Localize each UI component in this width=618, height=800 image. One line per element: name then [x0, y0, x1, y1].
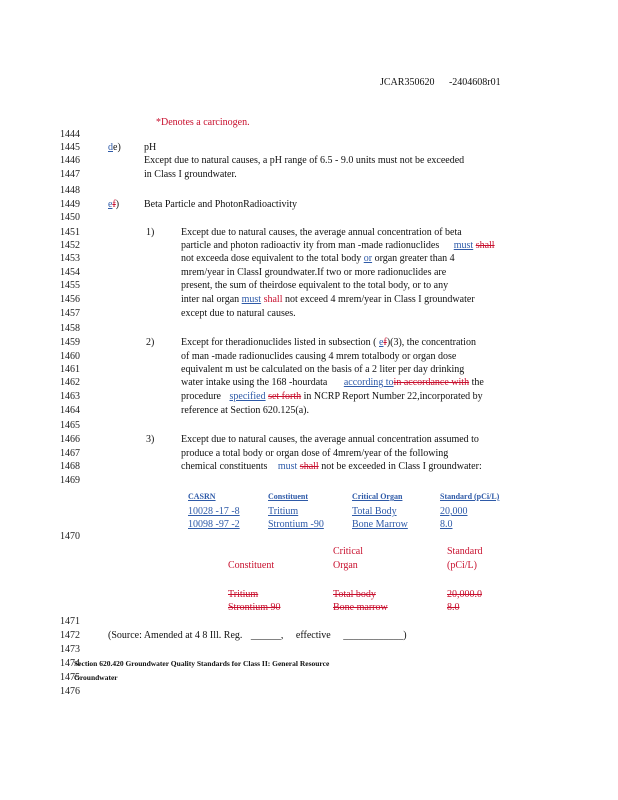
line-number: 1469: [60, 475, 80, 486]
line-number: 1476: [60, 686, 80, 697]
inserted-text: must: [241, 294, 262, 305]
inserted-text: e: [108, 199, 113, 210]
table-cell: Total Body: [352, 506, 397, 517]
item-3-text: Except due to natural causes, the average annual concentration assumed to: [181, 434, 479, 445]
line-number: 1459: [60, 337, 80, 348]
inserted-text: e: [379, 337, 384, 348]
source-note: (Source: Amended at 4 8 Ill. Reg. ______, effective ____________): [108, 630, 407, 641]
table-cell: Strontium 90: [228, 602, 281, 613]
table-header: Critical Organ: [352, 492, 403, 501]
inserted-text: or: [363, 253, 373, 264]
item-3-text: chemical constituents must shall not be exceeded in Class I groundwater:: [181, 461, 482, 472]
item-1-text: except due to natural causes.: [181, 308, 296, 319]
inserted-text: must: [277, 461, 298, 472]
table-cell: Bone Marrow: [352, 519, 408, 530]
item-2-text: equivalent m ust be calculated on the basis of a 2 liter per day drinking: [181, 364, 465, 375]
table-header: (pCi/L): [447, 560, 477, 571]
table-cell: Tritium: [228, 589, 259, 600]
deleted-text: set forth: [268, 391, 302, 402]
line-number: 1461: [60, 364, 80, 375]
section-e-title: Beta Particle and PhotonRadioactivity: [144, 199, 298, 210]
table-header: Standard (pCi/L): [440, 492, 500, 501]
line-number: 1445: [60, 142, 80, 153]
deleted-text: shall: [263, 294, 283, 305]
inserted-text: according to: [343, 377, 394, 388]
inserted-text: must: [453, 240, 474, 251]
inserted-text: specified: [229, 391, 266, 402]
table-cell: 10028 -17 -8: [188, 506, 240, 517]
item-1-number: 1): [146, 227, 155, 238]
deleted-text: shall: [475, 240, 495, 251]
item-3-text: produce a total body or organ dose of 4mrem/year of the following: [181, 448, 449, 459]
line-number: 1463: [60, 391, 80, 402]
line-number: 1447: [60, 169, 80, 180]
line-number: 1462: [60, 377, 80, 388]
item-2-text: procedure specified set forth in NCRP Report Number 22,incorporated by: [181, 391, 483, 402]
line-number: 1456: [60, 294, 80, 305]
line-number: 1465: [60, 420, 80, 431]
section-d-text: Except due to natural causes, a pH range of 6.5 - 9.0 units must not be exceeded: [144, 155, 465, 166]
item-1-text: present, the sum of theirdose equivalent to the total body, or to any: [181, 280, 449, 291]
line-number: 1450: [60, 212, 80, 223]
line-number: 1472: [60, 630, 80, 641]
doc-code: JCAR350620: [380, 77, 435, 88]
table-header: Constituent: [228, 560, 275, 571]
line-number: 1473: [60, 644, 80, 655]
section-d-title: pH: [144, 142, 157, 153]
line-number: 1451: [60, 227, 80, 238]
table-cell: 8.0: [440, 519, 453, 530]
deleted-text: shall: [299, 461, 319, 472]
line-number: 1452: [60, 240, 80, 251]
line-number: 1455: [60, 280, 80, 291]
table-cell: Tritium: [268, 506, 299, 517]
section-d-label: de): [108, 142, 121, 153]
line-number: 1446: [60, 155, 80, 166]
line-number: 1471: [60, 616, 80, 627]
line-number: 1449: [60, 199, 80, 210]
line-number: 1460: [60, 351, 80, 362]
item-1-text: not exceeda dose equivalent to the total body or organ greater than 4: [181, 253, 455, 264]
table-header: Critical: [333, 546, 363, 557]
deleted-text: f: [112, 199, 116, 210]
item-2-text: of man -made radionuclides causing 4 mrem totalbody or organ dose: [181, 351, 457, 362]
line-number: 1466: [60, 434, 80, 445]
section-d-text: in Class I groundwater.: [144, 169, 237, 180]
item-3-number: 3): [146, 434, 155, 445]
line-number: 1475: [60, 672, 80, 683]
line-number: 1468: [60, 461, 80, 472]
item-2-text: water intake using the 168 -hourdata according toin accordance with the: [181, 377, 484, 388]
document-id: [380, 78, 501, 88]
item-1-text: particle and photon radioactiv ity from man -made radionuclides must shall: [181, 240, 495, 251]
line-number: 1448: [60, 185, 80, 196]
table-header: Standard: [447, 546, 483, 557]
item-1-text: inter nal organ must shall not exceed 4 mrem/year in Class I groundwater: [181, 294, 475, 305]
table-header: Constituent: [268, 492, 309, 501]
line-number: 1444: [60, 129, 80, 140]
section-heading: Section 620.420 Groundwater Quality Standards for Class II: General Resource: [74, 659, 330, 668]
item-1-text: Except due to natural causes, the average annual concentration of beta: [181, 227, 462, 238]
line-number: 1458: [60, 323, 80, 334]
table-cell: 8.0: [447, 602, 460, 613]
table-cell: 10098 -97 -2: [188, 519, 240, 530]
deleted-text: f: [383, 337, 387, 348]
table-cell: Strontium -90: [268, 519, 324, 530]
table-header: Organ: [333, 560, 358, 571]
inserted-text: d: [108, 142, 113, 153]
table-cell: Total body: [333, 589, 376, 600]
section-heading-cont: Groundwater: [74, 673, 118, 682]
item-1-text: mrem/year in ClassI groundwater.If two or more radionuclides are: [181, 267, 447, 278]
line-number: 1470: [60, 531, 80, 542]
table-cell: 20,000.0: [447, 589, 482, 600]
table-cell: Bone marrow: [333, 602, 388, 613]
line-number: 1457: [60, 308, 80, 319]
deleted-text: in accordance with: [393, 377, 470, 388]
line-number: 1464: [60, 405, 80, 416]
table-header: CASRN: [188, 492, 216, 501]
line-number: 1454: [60, 267, 80, 278]
line-number: 1453: [60, 253, 80, 264]
table-cell: 20,000: [440, 506, 468, 517]
line-number: 1467: [60, 448, 80, 459]
item-2-number: 2): [146, 337, 155, 348]
item-2-text: Except for theradionuclides listed in subsection ( ef)(3), the concentration: [181, 337, 476, 348]
section-e-label: ef): [108, 199, 120, 210]
line-number: 1474: [60, 658, 80, 669]
item-2-text: reference at Section 620.125(a).: [181, 405, 309, 416]
doc-revision: -2404608r01: [448, 77, 501, 88]
carcinogen-note: *Denotes a carcinogen.: [156, 117, 250, 128]
